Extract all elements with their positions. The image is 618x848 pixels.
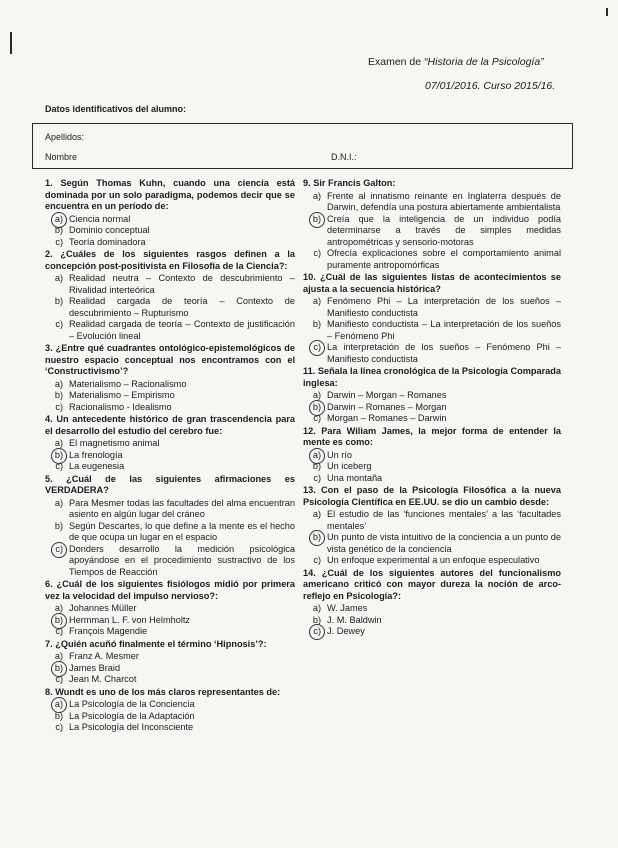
option-text: Un enfoque experimental a un enfoque especulativo — [327, 555, 540, 565]
answer-option-b[interactable] — [45, 521, 295, 544]
answer-option-a[interactable] — [45, 699, 295, 711]
option-letter: b) — [54, 296, 63, 306]
question-8 — [45, 687, 295, 734]
option-text: La Psicología del Inconsciente — [69, 722, 194, 732]
question-text: 10. ¿Cuál de las siguientes listas de acontecimientos se ajusta a la secuencia histórica? — [303, 272, 561, 294]
answer-option-c[interactable] — [303, 473, 561, 485]
option-letter: c) — [55, 626, 63, 636]
answer-option-a[interactable] — [45, 603, 295, 615]
question-5 — [45, 474, 295, 579]
answer-options — [45, 379, 295, 414]
option-text: La frenología — [69, 449, 123, 460]
answer-option-b[interactable] — [45, 615, 295, 627]
question-6 — [45, 579, 295, 638]
answer-options — [45, 651, 295, 686]
answer-option-b[interactable] — [303, 461, 561, 473]
answer-option-b[interactable] — [45, 225, 295, 237]
question-2 — [45, 249, 295, 342]
answer-option-a[interactable] — [45, 379, 295, 391]
answer-option-a[interactable] — [45, 498, 295, 521]
answer-option-b[interactable] — [45, 450, 295, 462]
circled-option-letter: b) — [303, 532, 327, 544]
option-text: Franz A. Mesmer — [69, 651, 139, 661]
answer-option-c[interactable] — [303, 342, 561, 365]
option-text: Ciencia normal — [69, 213, 131, 224]
question-text: 9. Sir Francis Galton: — [303, 178, 396, 188]
option-letter: a) — [54, 378, 63, 389]
option-text: Realidad cargada de teoría – Contexto de descubrimiento – Rupturismo — [69, 296, 295, 318]
option-text: Para Mesmer todas las facultades del alma encuentran asiento en algún lugar del cráneo — [69, 497, 295, 519]
option-letter: a) — [312, 603, 321, 613]
student-id-box — [32, 123, 573, 169]
circled-option-letter: c) — [303, 342, 327, 354]
option-text: Según Descartes, lo que define a la mente es el hecho de que ocupa un lugar en el espacio — [69, 520, 295, 542]
option-text: La eugenesia — [69, 461, 125, 471]
option-text: Un iceberg — [327, 461, 372, 471]
question-14 — [303, 568, 561, 638]
question-text: 2. ¿Cuáles de los siguientes rasgos definen a la concepción post-positivista en Filosofía de la Ciencia?: — [45, 249, 295, 271]
circled-option-letter: b) — [45, 663, 69, 675]
option-text: Donders desarrollo la medición psicológica apoyándose en el procedimiento sustractivo de los Tiempos de Reacción — [69, 543, 295, 577]
answer-options — [303, 390, 561, 425]
exam-date: 07/01/2016. Curso 2015/16. — [425, 80, 556, 92]
answer-option-c[interactable] — [45, 461, 295, 473]
answer-option-c[interactable] — [45, 544, 295, 579]
answer-option-a[interactable] — [45, 438, 295, 450]
option-text: La Psicología de la Conciencia — [69, 699, 195, 709]
option-letter: b) — [54, 225, 63, 235]
scan-edge-mark-left — [10, 32, 12, 54]
option-text: Darwin – Morgan – Romanes — [327, 390, 447, 400]
option-letter: b) — [312, 461, 321, 471]
option-letter: b) — [312, 614, 321, 625]
option-text: Manifiesto conductista – La interpretación de los sueños – Fenómeno Phi — [327, 319, 561, 341]
question-text: 12. Para Wiliam James, la mejor forma de entender la mente es como: — [303, 425, 561, 447]
question-1 — [45, 178, 295, 248]
exam-title: Examen de “Historia de la Psicología” — [368, 56, 544, 68]
answer-options — [303, 296, 561, 365]
answer-option-c[interactable] — [303, 248, 561, 271]
question-text: 6. ¿Cuál de los siguientes fisiólogos midió por primera vez la velocidad del impulso nervioso?: — [45, 579, 295, 601]
circled-option-letter: b) — [45, 615, 69, 627]
answer-option-b[interactable] — [45, 663, 295, 675]
answer-option-b[interactable] — [303, 532, 561, 555]
option-text: Una montaña — [327, 472, 383, 483]
answer-options — [45, 214, 295, 249]
option-letter: c) — [55, 674, 63, 684]
answer-option-b[interactable] — [45, 296, 295, 319]
question-text: 3. ¿Entre qué cuadrantes ontológico-epistemológicos de nuestro espacio conceptual nos encontramos con el ‘Constructivismo’? — [45, 343, 295, 376]
question-7 — [45, 639, 295, 686]
option-letter: c) — [313, 555, 321, 565]
circled-option-letter: b) — [303, 214, 327, 226]
answer-options — [45, 438, 295, 473]
circled-option-letter: b) — [303, 402, 327, 414]
answer-option-a[interactable] — [45, 214, 295, 226]
option-text: François Magendie — [69, 626, 148, 636]
option-letter: c) — [313, 472, 321, 483]
option-letter: c) — [313, 413, 321, 423]
option-letter: c) — [55, 461, 63, 471]
answer-options — [45, 699, 295, 734]
option-letter: c) — [313, 248, 321, 258]
answer-option-c[interactable] — [45, 237, 295, 249]
answer-option-a[interactable] — [303, 296, 561, 319]
question-text: 4. Un antecedente histórico de gran trascendencia para el desarrollo del estudio del cerebro fue: — [45, 414, 295, 436]
answer-option-c[interactable] — [45, 722, 295, 734]
apellidos-field[interactable]: Apellidos: — [45, 132, 85, 142]
question-text: 13. Con el paso de la Psicología Filosófica a la nueva Psicología Científica en EE.UU. se dio un cambio desde: — [303, 485, 561, 507]
option-text: Un punto de vista intuitivo de la conciencia a un punto de vista genético de la conciencia — [327, 532, 561, 554]
circled-option-letter: a) — [303, 450, 327, 462]
circled-option-letter: c) — [303, 626, 327, 638]
option-text: W. James — [327, 603, 368, 613]
dni-field[interactable]: D.N.I.: — [331, 152, 357, 162]
answer-option-a[interactable] — [45, 273, 295, 296]
answer-option-c[interactable] — [45, 626, 295, 638]
answer-options — [303, 450, 561, 485]
option-text: Fenómeno Phi – La interpretación de los sueños – Manifiesto conductista — [327, 296, 561, 318]
option-text: Darwin – Romanes – Morgan — [327, 401, 447, 412]
answer-option-c[interactable] — [303, 413, 561, 425]
option-text: Materialismo – Racionalismo — [69, 378, 187, 389]
answer-option-a[interactable] — [303, 509, 561, 532]
answer-option-c[interactable] — [303, 626, 561, 638]
option-text: Jean M. Charcot — [69, 674, 137, 684]
option-text: Racionalismo - Idealismo — [69, 401, 172, 412]
answer-option-c[interactable] — [303, 555, 561, 567]
option-text: Materialismo – Empirismo — [69, 390, 175, 400]
option-text: J. Dewey — [327, 626, 365, 636]
option-letter: c) — [55, 722, 63, 732]
answer-option-a[interactable] — [303, 603, 561, 615]
option-text: Teoría dominadora — [69, 236, 146, 247]
circled-option-letter: c) — [45, 544, 69, 556]
option-text: Un río — [327, 449, 353, 460]
answer-option-a[interactable] — [45, 651, 295, 663]
answer-options — [303, 603, 561, 638]
answer-options — [45, 603, 295, 638]
option-letter: c) — [55, 236, 63, 247]
option-letter: a) — [54, 603, 63, 613]
answer-options — [303, 191, 561, 272]
option-text: El magnetismo animal — [69, 438, 160, 448]
answer-option-b[interactable] — [45, 711, 295, 723]
question-text: 11. Señala la línea cronológica de la Psicología Comparada inglesa: — [303, 366, 561, 388]
option-letter: a) — [54, 651, 63, 661]
answer-option-c[interactable] — [45, 319, 295, 342]
question-4 — [45, 414, 295, 473]
option-text: Hermman L. F. von Helmholtz — [69, 614, 191, 625]
circled-option-letter: a) — [45, 699, 69, 711]
option-letter: c) — [55, 401, 63, 412]
option-letter: a) — [54, 273, 63, 283]
answer-options — [303, 509, 561, 567]
circled-option-letter: a) — [45, 214, 69, 226]
answer-options — [45, 498, 295, 579]
answer-option-c[interactable] — [45, 402, 295, 414]
question-text: 7. ¿Quién acuñó finalmente el término ‘Hipnosis’?: — [45, 638, 267, 649]
questions-column-right — [303, 178, 561, 639]
option-letter: a) — [312, 190, 321, 201]
option-text: Ofrecía explicaciones sobre el comportamiento animal puramente antropomórficas — [327, 248, 561, 270]
question-text: 5. ¿Cuál de las siguientes afirmaciones es VERDADERA? — [45, 473, 295, 495]
option-text: Frente al innatismo reinante en Inglaterra después de Darwin, defendía una postura abiertamente ambientalista — [327, 190, 561, 212]
option-text: Dominio conceptual — [69, 225, 150, 235]
option-text: J. M. Baldwin — [327, 614, 382, 625]
option-letter: a) — [54, 497, 63, 508]
option-letter: a) — [312, 509, 321, 519]
option-letter: b) — [54, 390, 63, 400]
answer-options — [45, 273, 295, 342]
option-text: La interpretación de los sueños – Fenómeno Phi – Manifiesto conductista — [327, 342, 561, 364]
answer-option-a[interactable] — [303, 450, 561, 462]
circled-option-letter: b) — [45, 450, 69, 462]
option-letter: a) — [312, 296, 321, 306]
question-9 — [303, 178, 561, 271]
question-text: 1. Según Thomas Kuhn, cuando una ciencia está dominada por un solo paradigma, podemos decir que se encuentra en un período de: — [45, 178, 295, 211]
nombre-field[interactable]: Nombre — [45, 152, 78, 162]
option-letter: b) — [312, 319, 321, 329]
option-text: Creía que la inteligencia de un individuo podía determinarse a través de simples medidas antropométricas y sensorio-motoras — [327, 213, 561, 247]
option-text: Realidad cargada de teoría – Contexto de justificación – Evolución lineal — [69, 319, 295, 341]
answer-option-b[interactable] — [303, 402, 561, 414]
answer-option-a[interactable] — [303, 390, 561, 402]
option-letter: c) — [55, 319, 63, 329]
answer-option-b[interactable] — [45, 390, 295, 402]
answer-option-a[interactable] — [303, 191, 561, 214]
option-text: El estudio de las ‘funciones mentales’ a las ‘facultades mentales’ — [327, 509, 561, 531]
option-text: Realidad neutra – Contexto de descubrimiento – Rivalidad interteórica — [69, 273, 295, 295]
option-letter: a) — [54, 438, 63, 448]
question-11 — [303, 366, 561, 425]
scan-edge-mark-right — [606, 8, 608, 16]
answer-option-b[interactable] — [303, 615, 561, 627]
question-text: 8. Wundt es uno de los más claros representantes de: — [45, 686, 281, 697]
answer-option-b[interactable] — [303, 319, 561, 342]
option-text: Morgan – Romanes – Darwin — [327, 413, 447, 423]
option-letter: b) — [54, 710, 63, 721]
questions-column-left — [45, 178, 295, 735]
option-letter: b) — [54, 520, 63, 531]
question-10 — [303, 272, 561, 365]
question-3 — [45, 343, 295, 413]
option-letter: a) — [312, 390, 321, 400]
question-12 — [303, 426, 561, 485]
question-13 — [303, 485, 561, 567]
answer-option-b[interactable] — [303, 214, 561, 249]
option-text: James Braid — [69, 662, 121, 673]
option-text: La Psicología de la Adaptación — [69, 710, 195, 721]
student-section-title: Datos identificativos del alumno: — [45, 104, 187, 114]
question-text: 14. ¿Cuál de los siguientes autores del funcionalismo americano criticó con mayor dureza la noción de arco-reflejo en Psicología?: — [303, 567, 561, 601]
answer-option-c[interactable] — [45, 674, 295, 686]
option-text: Johannes Müller — [69, 603, 137, 613]
